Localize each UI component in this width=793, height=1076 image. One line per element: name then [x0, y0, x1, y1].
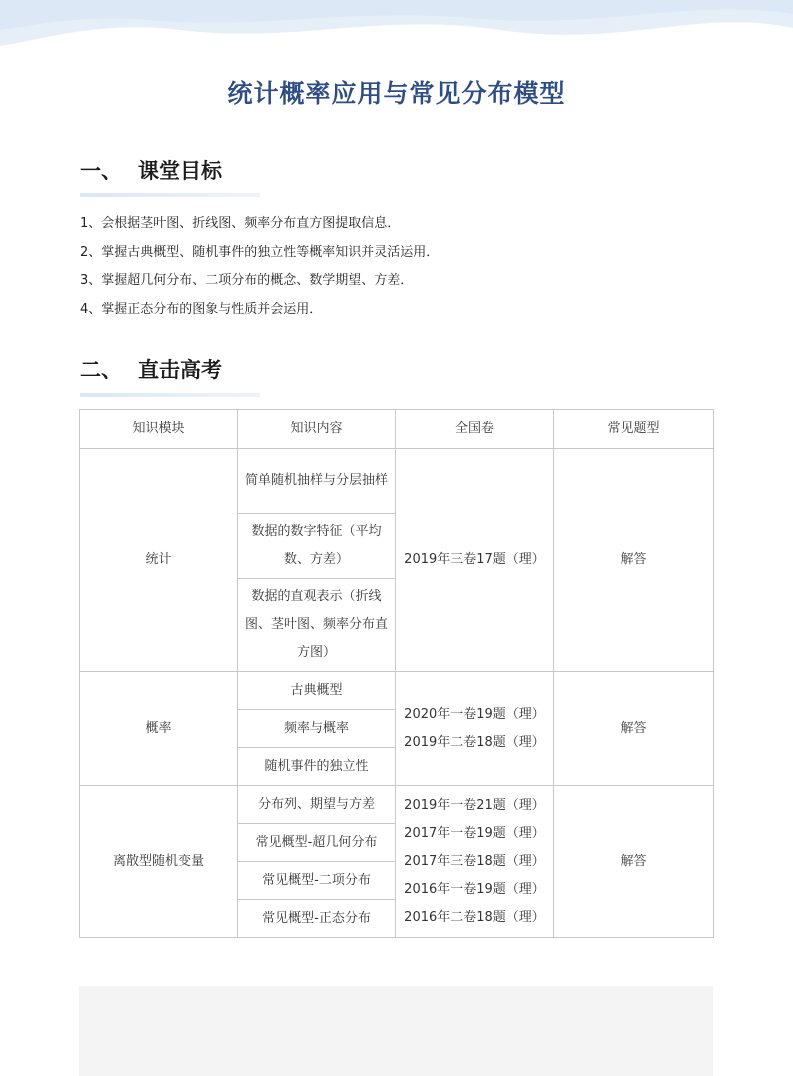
content-cell: 分布列、期望与方差: [238, 786, 396, 824]
goal-item: 2、掌握古典概型、随机事件的独立性等概率知识并灵活运用．: [80, 244, 440, 260]
header-exam: 全国卷: [396, 410, 554, 449]
exam-item: 2016年二卷18题（理）: [404, 909, 545, 925]
goal-item: 4、掌握正态分布的图象与性质并会运用．: [80, 301, 323, 317]
table-row: [80, 672, 714, 710]
exam-item: 2017年三卷18题（理）: [404, 853, 545, 869]
section-heading-exam: [80, 354, 222, 384]
module-cell: 离散型随机变量: [80, 786, 238, 938]
goal-list: [80, 210, 720, 324]
section-heading-goals: [80, 155, 222, 185]
type-cell: 解答: [554, 786, 714, 938]
section-label: 课堂目标: [138, 159, 222, 183]
header-type: 常见题型: [554, 410, 714, 449]
exam-item: 2016年一卷19题（理）: [404, 881, 545, 897]
module-cell: 概率: [80, 672, 238, 786]
section-number: 二、: [80, 358, 122, 382]
exam-cell: [396, 786, 554, 938]
module-cell: 统计: [80, 449, 238, 672]
section-underline: [80, 193, 260, 197]
content-cell: 数据的直观表示（折线图、茎叶图、频率分布直方图）: [238, 579, 396, 672]
type-cell: 解答: [554, 449, 714, 672]
content-cell: 常见概型-二项分布: [238, 862, 396, 900]
table-row: [80, 449, 714, 514]
goal-item: 3、掌握超几何分布、二项分布的概念、数学期望、方差．: [80, 273, 414, 288]
goal-item: 1、会根据茎叶图、折线图、频率分布直方图提取信息．: [80, 216, 401, 231]
content-cell: 频率与概率: [238, 710, 396, 748]
exam-item: 2020年一卷19题（理）: [404, 706, 545, 722]
table-header-row: [80, 410, 714, 449]
section-label: 直击高考: [138, 358, 222, 382]
content-cell: 数据的数字特征（平均数、方差）: [238, 514, 396, 579]
knowledge-table: [79, 409, 714, 938]
exam-item: 2019年一卷21题（理）: [404, 797, 545, 813]
header-module: 知识模块: [80, 410, 238, 449]
content-cell: 古典概型: [238, 672, 396, 710]
exam-item: 2017年一卷19题（理）: [404, 825, 545, 841]
exam-item: 2019年三卷17题（理）: [404, 552, 545, 567]
table-row: [80, 786, 714, 824]
exam-item: 2019年二卷18题（理）: [404, 734, 545, 750]
content-cell: 常见概型-超几何分布: [238, 824, 396, 862]
exam-cell: [396, 672, 554, 786]
page-title: 统计概率应用与常见分布模型: [227, 79, 566, 108]
section-number: 一、: [80, 159, 122, 183]
header-wave-decoration: [0, 0, 793, 60]
content-cell: 随机事件的独立性: [238, 748, 396, 786]
content-cell: 常见概型-正态分布: [238, 900, 396, 938]
section-underline: [80, 393, 260, 397]
header-content: 知识内容: [238, 410, 396, 449]
content-cell: 简单随机抽样与分层抽样: [238, 449, 396, 514]
bottom-panel: [79, 986, 713, 1076]
type-cell: 解答: [554, 672, 714, 786]
exam-cell: [396, 449, 554, 672]
